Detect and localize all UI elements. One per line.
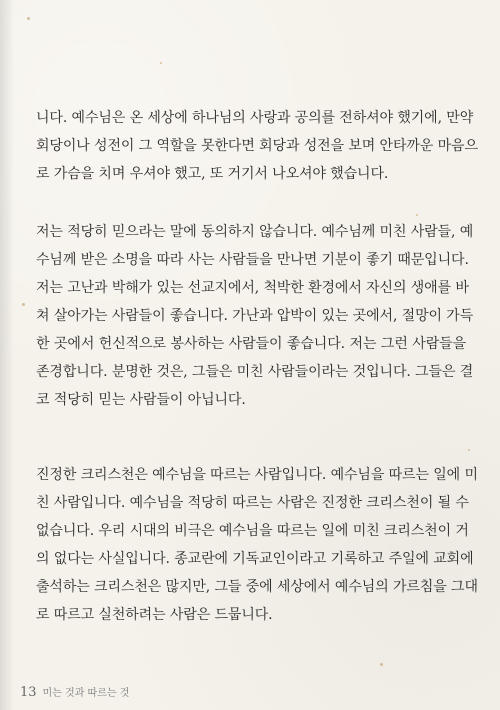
binding-shadow [0,0,14,710]
paper-speck [22,303,25,306]
text-line: 의 없다는 사실입니다. 종교란에 기독교인이라고 기록하고 주일에 교회에 [36,551,474,567]
text-line: 수님께 받은 소명을 따라 사는 사람들을 만나면 기분이 좋기 때문입니다. [36,252,469,268]
page-footer [20,684,129,700]
paragraph-1 [36,104,478,188]
paper-speck [380,663,383,666]
text-line: 니다. 예수님은 온 세상에 하나님의 사랑과 공의를 전하셔야 했기에, 만약 [36,110,474,126]
text-line: 없습니다. 우리 시대의 비극은 예수님을 따르는 일에 미친 크리스천이 거 [36,523,469,539]
text-line: 한 곳에서 헌신적으로 봉사하는 사람들이 좋습니다. 저는 그런 사람들을 [36,336,466,352]
paper-speck [27,17,30,20]
paper-speck [468,449,470,451]
text-line: 존경합니다. 분명한 것은, 그들은 미친 사람들이라는 것입니다. 그들은 결 [36,364,474,380]
paragraph-3 [36,461,478,629]
text-line: 저는 적당히 믿으라는 말에 동의하지 않습니다. 예수님께 미친 사람들, 예 [36,224,474,240]
text-line: 진정한 크리스천은 예수님을 따르는 사람입니다. 예수님을 따르는 일에 미 [36,467,478,483]
text-line: 로 따르고 실천하려는 사람은 드뭅니다. [36,607,273,623]
running-title: 미는 것과 따르는 것 [42,688,130,699]
text-line: 출석하는 크리스천은 많지만, 그들 중에 세상에서 예수님의 가르침을 그대 [36,579,478,595]
paragraph-2 [36,218,474,414]
text-line: 회당이나 성전이 그 역할을 못한다면 회당과 성전을 보며 안타까운 마음으 [36,138,478,154]
page-number: 13 [20,685,37,700]
paper-speck [160,62,162,64]
text-line: 코 적당히 믿는 사람들이 아닙니다. [36,392,246,408]
paper-speck [416,214,418,216]
text-line: 로 가슴을 치며 우셔야 했고, 또 거기서 나오셔야 했습니다. [36,166,389,182]
text-line: 저는 고난과 박해가 있는 선교지에서, 척박한 환경에서 자신의 생애를 바 [36,280,469,296]
text-line: 쳐 살아가는 사람들이 좋습니다. 가난과 압박이 있는 곳에서, 절망이 가득 [36,308,474,324]
text-line: 친 사람입니다. 예수님을 적당히 따르는 사람은 진정한 크리스천이 될 수 [36,495,469,511]
